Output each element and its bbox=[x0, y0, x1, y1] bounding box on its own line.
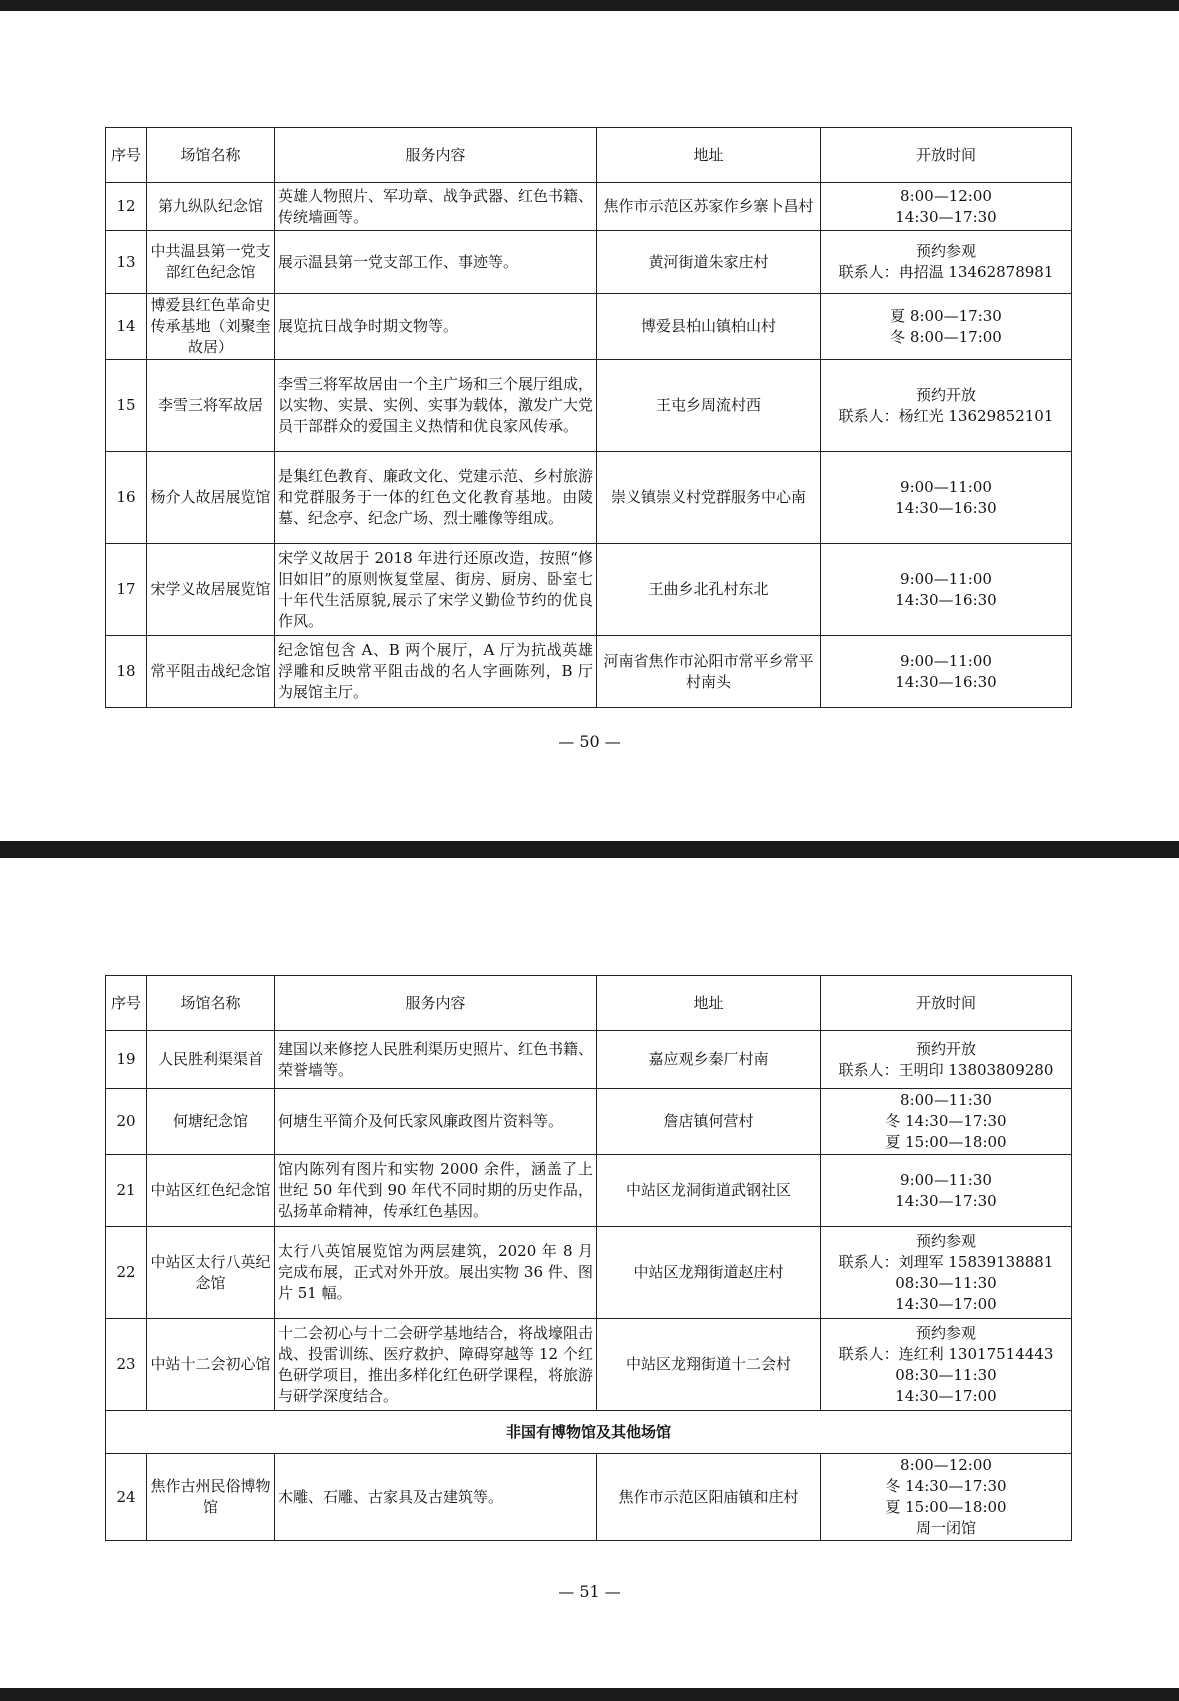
table-row bbox=[106, 1227, 1072, 1319]
table-row bbox=[106, 544, 1072, 636]
opening-hours-line: 联系人：冉招温 13462878981 bbox=[838, 263, 1054, 281]
row-number: 15 bbox=[106, 360, 147, 452]
opening-hours-line: 14:30—16:30 bbox=[895, 498, 997, 517]
opening-hours-line: 9:00—11:30 bbox=[900, 1170, 992, 1189]
opening-hours-line: 周一闭馆 bbox=[915, 1519, 976, 1537]
opening-hours-line: 14:30—17:00 bbox=[895, 1386, 997, 1405]
header-number: 序号 bbox=[106, 128, 147, 183]
header-number: 序号 bbox=[106, 976, 147, 1031]
opening-hours bbox=[821, 183, 1072, 231]
table-row bbox=[106, 1454, 1072, 1541]
table-row bbox=[106, 183, 1072, 231]
opening-hours-line: 冬 14:30—17:30 bbox=[885, 1477, 1007, 1495]
header-venue-name: 场馆名称 bbox=[147, 128, 275, 183]
opening-hours-line: 14:30—16:30 bbox=[895, 590, 997, 609]
venue-address: 嘉应观乡秦厂村南 bbox=[597, 1031, 821, 1089]
header-service: 服务内容 bbox=[275, 976, 597, 1031]
opening-hours-line: 08:30—11:30 bbox=[895, 1273, 997, 1292]
opening-hours-line: 预约参观 bbox=[915, 242, 976, 260]
venue-address: 崇义镇崇义村党群服务中心南 bbox=[597, 452, 821, 544]
row-number: 17 bbox=[106, 544, 147, 636]
venue-name: 中站区太行八英纪念馆 bbox=[147, 1227, 275, 1319]
venue-address: 中站区龙洞街道武钢社区 bbox=[597, 1155, 821, 1227]
opening-hours-line: 联系人：刘理军 15839138881 bbox=[838, 1252, 1054, 1271]
venue-name: 人民胜利渠渠首 bbox=[147, 1031, 275, 1089]
service-content: 馆内陈列有图片和实物 2000 余件，涵盖了上世纪 50 年代到 90 年代不同时期的历史作品，弘扬革命精神，传承红色基因。 bbox=[275, 1155, 597, 1227]
row-number: 13 bbox=[106, 231, 147, 294]
venue-name: 第九纵队纪念馆 bbox=[147, 183, 275, 231]
table-row bbox=[106, 1089, 1072, 1155]
opening-hours-line: 9:00—11:00 bbox=[900, 477, 992, 496]
document-page-51 bbox=[0, 858, 1179, 1688]
header-service: 服务内容 bbox=[275, 128, 597, 183]
opening-hours-line: 14:30—17:30 bbox=[895, 207, 997, 226]
opening-hours bbox=[821, 231, 1072, 294]
opening-hours-line: 14:30—16:30 bbox=[895, 672, 997, 691]
opening-hours-line: 冬 8:00—17:00 bbox=[890, 327, 1002, 346]
service-content: 建国以来修挖人民胜利渠历史照片、红色书籍、荣誉墙等。 bbox=[275, 1031, 597, 1089]
opening-hours-line: 9:00—11:00 bbox=[900, 651, 992, 670]
venue-address: 中站区龙翔街道十二会村 bbox=[597, 1319, 821, 1411]
service-content: 纪念馆包含 A、B 两个展厅，A 厅为抗战英雄浮雕和反映常平阻击战的名人字画陈列，B 厅为展馆主厅。 bbox=[275, 636, 597, 708]
venue-name: 焦作古州民俗博物馆 bbox=[147, 1454, 275, 1541]
venue-address: 焦作市示范区苏家作乡寨卜昌村 bbox=[597, 183, 821, 231]
opening-hours bbox=[821, 294, 1072, 360]
venue-name: 杨介人故居展览馆 bbox=[147, 452, 275, 544]
table-row bbox=[106, 294, 1072, 360]
opening-hours bbox=[821, 360, 1072, 452]
venue-address: 詹店镇何营村 bbox=[597, 1089, 821, 1155]
venue-table-page-50 bbox=[105, 127, 1072, 708]
service-content: 十二会初心与十二会研学基地结合，将战壕阻击战、投雷训练、医疗救护、障碍穿越等 12 个红色研学项目，推出多样化红色研学课程，将旅游与研学深度结合。 bbox=[275, 1319, 597, 1411]
header-address: 地址 bbox=[597, 976, 821, 1031]
service-content: 英雄人物照片、军功章、战争武器、红色书籍、传统墙画等。 bbox=[275, 183, 597, 231]
row-number: 23 bbox=[106, 1319, 147, 1411]
opening-hours-line: 8:00—11:30 bbox=[900, 1091, 992, 1109]
opening-hours-line: 14:30—17:00 bbox=[895, 1294, 997, 1313]
table-row bbox=[106, 1031, 1072, 1089]
opening-hours-line: 9:00—11:00 bbox=[900, 569, 992, 588]
opening-hours-line: 8:00—12:00 bbox=[900, 186, 992, 205]
page-number: — 50 — bbox=[558, 732, 621, 751]
table-row bbox=[106, 636, 1072, 708]
venue-address: 中站区龙翔街道赵庄村 bbox=[597, 1227, 821, 1319]
venue-name: 常平阻击战纪念馆 bbox=[147, 636, 275, 708]
header-address: 地址 bbox=[597, 128, 821, 183]
venue-name: 何塘纪念馆 bbox=[147, 1089, 275, 1155]
header-hours: 开放时间 bbox=[821, 128, 1072, 183]
venue-name: 中站十二会初心馆 bbox=[147, 1319, 275, 1411]
table-row bbox=[106, 1319, 1072, 1411]
table-row bbox=[106, 1155, 1072, 1227]
venue-name: 李雪三将军故居 bbox=[147, 360, 275, 452]
opening-hours-line: 冬 14:30—17:30 bbox=[885, 1112, 1007, 1130]
table-header-row bbox=[106, 976, 1072, 1031]
row-number: 20 bbox=[106, 1089, 147, 1155]
opening-hours-line: 联系人：连红利 13017514443 bbox=[838, 1344, 1054, 1363]
row-number: 18 bbox=[106, 636, 147, 708]
opening-hours-line: 预约参观 bbox=[915, 1231, 976, 1250]
service-content: 展示温县第一党支部工作、事迹等。 bbox=[275, 231, 597, 294]
document-page-50 bbox=[0, 11, 1179, 841]
service-content: 李雪三将军故居由一个主广场和三个展厅组成，以实物、实景、实例、实事为载体，激发广大党员干部群众的爱国主义热情和优良家风传承。 bbox=[275, 360, 597, 452]
opening-hours-line: 预约开放 bbox=[915, 385, 976, 404]
section-title: 非国有博物馆及其他场馆 bbox=[106, 1411, 1072, 1454]
opening-hours-line: 联系人：杨红光 13629852101 bbox=[838, 406, 1054, 425]
opening-hours bbox=[821, 1319, 1072, 1411]
venue-name: 中站区红色纪念馆 bbox=[147, 1155, 275, 1227]
header-hours: 开放时间 bbox=[821, 976, 1072, 1031]
table-row bbox=[106, 360, 1072, 452]
row-number: 14 bbox=[106, 294, 147, 360]
venue-address: 河南省焦作市沁阳市常平乡常平村南头 bbox=[597, 636, 821, 708]
row-number: 22 bbox=[106, 1227, 147, 1319]
row-number: 12 bbox=[106, 183, 147, 231]
row-number: 16 bbox=[106, 452, 147, 544]
service-content: 木雕、石雕、古家具及古建筑等。 bbox=[275, 1454, 597, 1541]
opening-hours-line: 联系人：王明印 13803809280 bbox=[838, 1060, 1054, 1079]
service-content: 太行八英馆展览馆为两层建筑，2020 年 8 月完成布展，正式对外开放。展出实物 36 件、图片 51 幅。 bbox=[275, 1227, 597, 1319]
table-row bbox=[106, 452, 1072, 544]
header-venue-name: 场馆名称 bbox=[147, 976, 275, 1031]
row-number: 19 bbox=[106, 1031, 147, 1089]
venue-address: 王屯乡周流村西 bbox=[597, 360, 821, 452]
opening-hours bbox=[821, 452, 1072, 544]
row-number: 24 bbox=[106, 1454, 147, 1541]
opening-hours bbox=[821, 1227, 1072, 1319]
table-header-row bbox=[106, 128, 1072, 183]
opening-hours-line: 8:00—12:00 bbox=[900, 1456, 992, 1474]
venue-table-page-51 bbox=[105, 975, 1072, 1541]
opening-hours-line: 夏 15:00—18:00 bbox=[885, 1498, 1007, 1516]
table-row bbox=[106, 231, 1072, 294]
opening-hours bbox=[821, 544, 1072, 636]
opening-hours-line: 14:30—17:30 bbox=[895, 1191, 997, 1210]
opening-hours-line: 预约开放 bbox=[915, 1039, 976, 1058]
service-content: 是集红色教育、廉政文化、党建示范、乡村旅游和党群服务于一体的红色文化教育基地。由陵墓、纪念亭、纪念广场、烈士雕像等组成。 bbox=[275, 452, 597, 544]
opening-hours-line: 夏 15:00—18:00 bbox=[885, 1133, 1007, 1151]
opening-hours-line: 夏 8:00—17:30 bbox=[890, 306, 1002, 325]
venue-name: 宋学义故居展览馆 bbox=[147, 544, 275, 636]
section-header-row bbox=[106, 1411, 1072, 1454]
opening-hours-line: 08:30—11:30 bbox=[895, 1365, 997, 1384]
opening-hours bbox=[821, 1031, 1072, 1089]
page-number: — 51 — bbox=[558, 1582, 621, 1601]
opening-hours bbox=[821, 1454, 1072, 1541]
service-content: 展览抗日战争时期文物等。 bbox=[275, 294, 597, 360]
venue-address: 博爱县柏山镇柏山村 bbox=[597, 294, 821, 360]
venue-name: 博爱县红色革命史传承基地（刘聚奎故居） bbox=[147, 294, 275, 360]
venue-address: 王曲乡北孔村东北 bbox=[597, 544, 821, 636]
venue-name: 中共温县第一党支部红色纪念馆 bbox=[147, 231, 275, 294]
opening-hours bbox=[821, 1155, 1072, 1227]
service-content: 宋学义故居于 2018 年进行还原改造，按照“修旧如旧”的原则恢复堂屋、街房、厨房、卧室七十年代生活原貌,展示了宋学义勤俭节约的优良作风。 bbox=[275, 544, 597, 636]
venue-address: 焦作市示范区阳庙镇和庄村 bbox=[597, 1454, 821, 1541]
opening-hours bbox=[821, 636, 1072, 708]
row-number: 21 bbox=[106, 1155, 147, 1227]
opening-hours bbox=[821, 1089, 1072, 1155]
service-content: 何塘生平简介及何氏家风廉政图片资料等。 bbox=[275, 1089, 597, 1155]
opening-hours-line: 预约参观 bbox=[915, 1323, 976, 1342]
venue-address: 黄河街道朱家庄村 bbox=[597, 231, 821, 294]
